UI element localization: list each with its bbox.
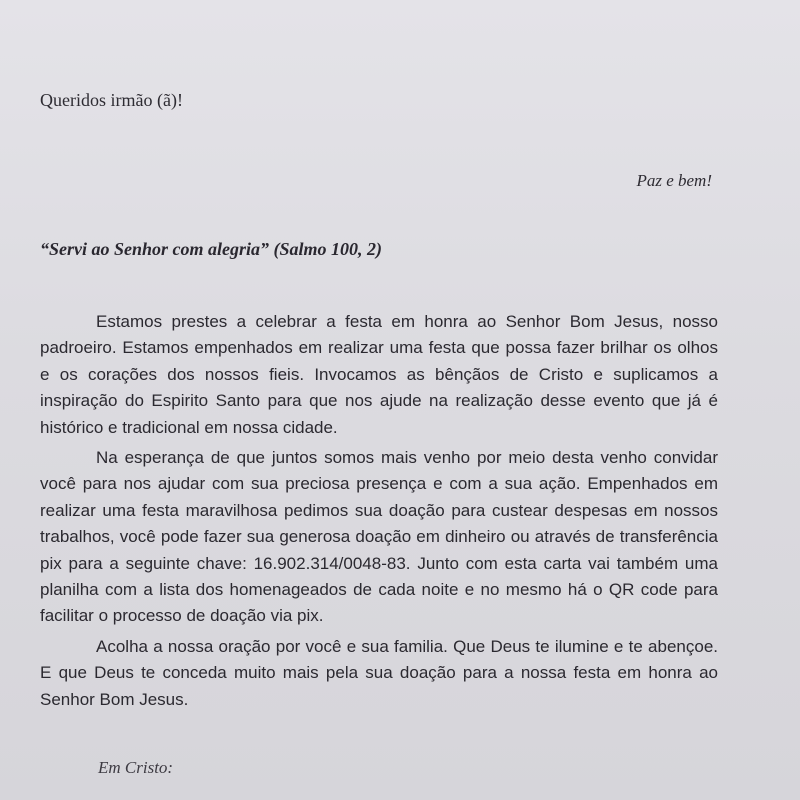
letter-greeting: Queridos irmão (ã)! (40, 90, 183, 110)
letter-body (40, 309, 718, 717)
bible-quote: “Servi ao Senhor com alegria” (Salmo 100, 2) (40, 239, 383, 259)
paragraph-invitation: Estamos prestes a celebrar a festa em honra ao Senhor Bom Jesus, nosso padroeiro. Estamos empenhados em realizar uma festa que possa fazer brilhar os olhos e os corações dos nossos fieis. Invocamos as bênçãos de Cristo e suplicamos a inspiração do Espirito Santo para que nos ajude na realização desse evento que já é histórico e tradicional em nossa cidade. (40, 312, 718, 437)
paragraph-donation-request: Na esperança de que juntos somos mais venho por meio desta venho convidar você para nos ajudar com sua preciosa presença e com a sua ação. Empenhados em realizar uma festa maravilhosa pedimos sua doação para custear despesas em nossos trabalhos, você pode fazer sua generosa doação em dinheiro ou através de transferência pix para a seguinte chave: 16.902.314/0048-83. Junto com esta carta vai também uma planilha com a lista dos homenageados de cada noite e no mesmo há o QR code para facilitar o processo de doação via pix. (40, 448, 718, 626)
peace-salutation: Paz e bem! (636, 171, 712, 190)
letter-closing: Em Cristo: (98, 758, 174, 777)
paragraph-blessing: Acolha a nossa oração por você e sua familia. Que Deus te ilumine e te abençoe. E que Deus te conceda muito mais pela sua doação para a nossa festa em honra ao Senhor Bom Jesus. (40, 636, 718, 709)
